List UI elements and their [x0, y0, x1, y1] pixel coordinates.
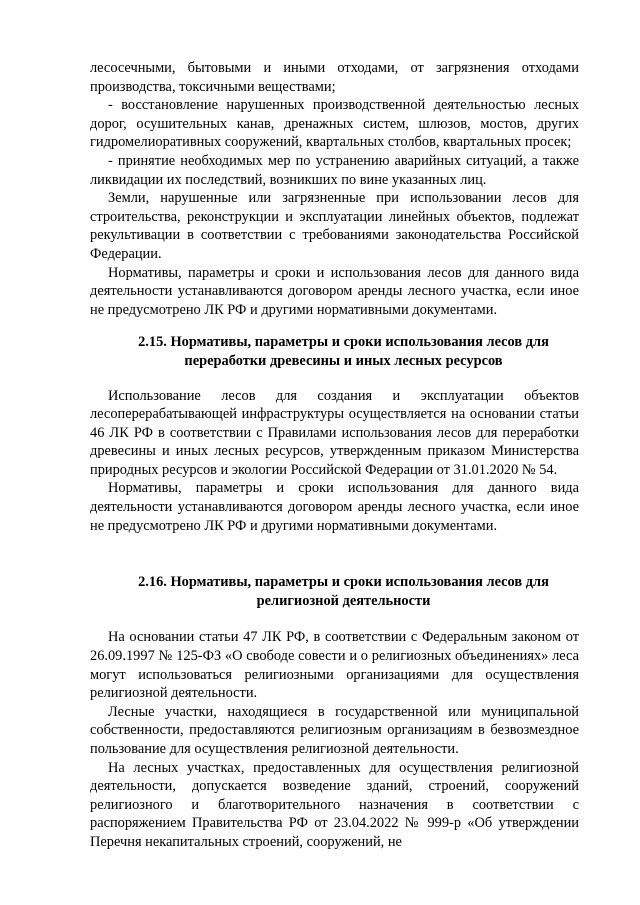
spacer [90, 319, 579, 333]
section-heading-2-16-line1: 2.16. Нормативы, параметры и сроки использования лесов для [138, 574, 549, 591]
paragraph-religious-basis: На основании статьи 47 ЛК РФ, в соответствии с Федеральным законом от 26.09.1997 № 125-ФЗ «О свободе совести и о религиозных объединениях» леса могут использоваться религиозными организациями для осуществления религиозной деятельности. [90, 629, 579, 702]
spacer [90, 535, 579, 573]
paragraph-waste-continuation: лесосечными, бытовыми и иными отходами, от загрязнения отходами производства, токсичными веществами; [90, 60, 579, 95]
section-heading-2-15-line2: переработки древесины и иных лесных ресурсов [184, 352, 503, 369]
paragraph-land-recultivation: Земли, нарушенные или загрязненные при использовании лесов для строительства, реконструкции и эксплуатации линейных объектов, подлежат рекультивации в соответствии с требованиями законодательства Российской Федерации. [90, 190, 579, 262]
paragraph-norms-lease: Нормативы, параметры и сроки и использования лесов для данного вида деятельности устанавливаются договором аренды лесного участка, если иное не предусмотрено ЛК РФ и другими нормативными документами. [90, 264, 579, 318]
paragraph-emergency-measures: - принятие необходимых мер по устранению аварийных ситуаций, а также ликвидации их последствий, возникших по вине указанных лиц. [90, 152, 579, 188]
paragraph-religious-buildings: На лесных участках, предоставленных для осуществления религиозной деятельности, допускается возведение зданий, строений, сооружений религиозного и благотворительного назначения в соответствии с распоряжением Правительства РФ от 23.04.2022 № 999-р «Об утверждении Перечня некапитальных строений, сооружений, не [90, 759, 579, 850]
section-heading-2-16 [90, 573, 579, 610]
section-heading-2-15-line1: 2.15. Нормативы, параметры и сроки использования лесов для [138, 334, 549, 351]
paragraph-religious-plots: Лесные участки, находящиеся в государственной или муниципальной собственности, предоставляются религиозным организациям в безвозмездное пользование для осуществления религиозной деятельности. [90, 703, 579, 757]
section-heading-2-15 [90, 333, 579, 370]
paragraph-restore-roads: - восстановление нарушенных производственной деятельностью лесных дорог, осушительных канав, дренажных систем, шлюзов, мостов, других гидромелиоративных сооружений, квартальных столбов, квартальных просек; [90, 97, 579, 151]
document-body [90, 59, 579, 852]
spacer [90, 371, 579, 387]
section-heading-2-16-line2: религиозной деятельности [256, 592, 431, 609]
paragraph-wood-processing-norms: Нормативы, параметры и сроки использования для данного вида деятельности устанавливаются договором аренды лесного участка, если иное не предусмотрено ЛК РФ и другими нормативными документами. [90, 480, 579, 534]
spacer [90, 610, 579, 628]
paragraph-wood-processing-basis: Использование лесов для создания и эксплуатации объектов лесоперерабатывающей инфраструктуры осуществляется на основании статьи 46 ЛК РФ в соответствии с Правилами использования лесов для переработки древесины и иных лесных ресурсов, утвержденным приказом Министерства природных ресурсов и экологии Российской Федерации от 31.01.2020 № 54. [90, 387, 579, 478]
